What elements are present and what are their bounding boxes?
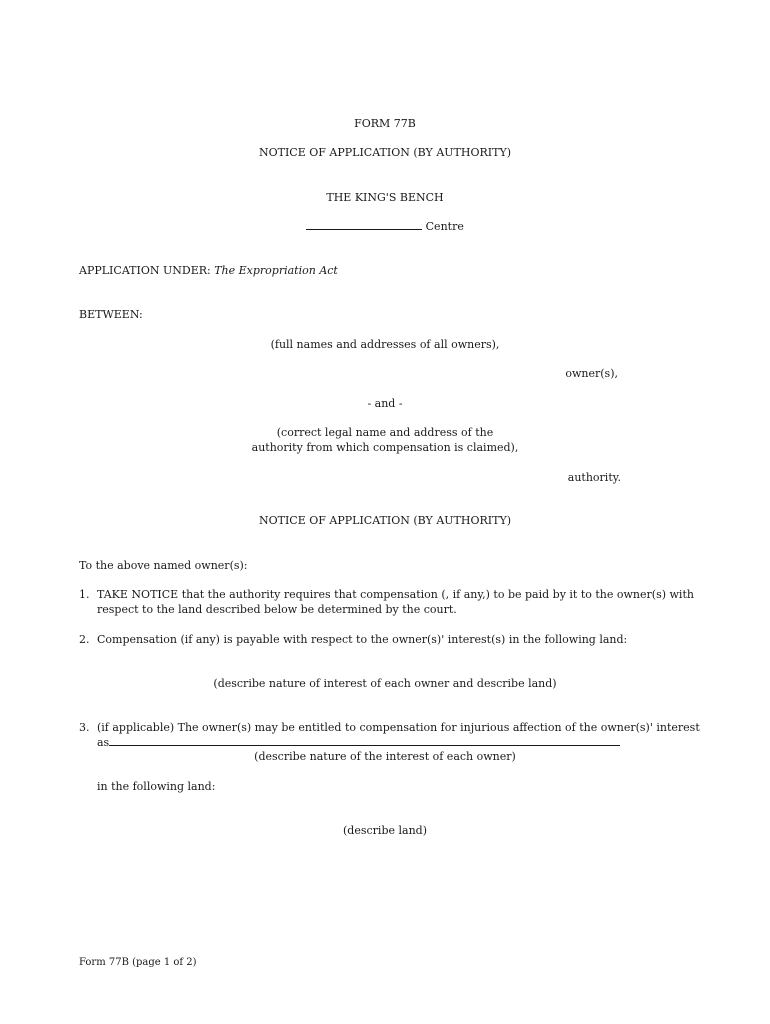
owners-placeholder: (full names and addresses of all owners),	[270, 338, 500, 351]
item-3-interest-placeholder: (describe nature of the interest of each owner)	[254, 750, 516, 763]
authority-placeholder-line1: (correct legal name and address of the	[276, 426, 494, 439]
application-act: The Expropriation Act	[214, 264, 338, 277]
court-name: THE KING'S BENCH	[326, 191, 444, 204]
item-1-line2: respect to the land described below be determined by the court.	[97, 603, 457, 616]
form-number: FORM 77B	[354, 117, 416, 130]
item-1	[79, 588, 694, 602]
centre-line	[0, 220, 770, 234]
item-3-land-placeholder: (describe land)	[343, 824, 427, 837]
and-separator: - and -	[367, 397, 403, 410]
item-3-as: as	[97, 736, 110, 749]
item-3-number: 3.	[79, 721, 90, 734]
item-2-placeholder: (describe nature of interest of each owner and describe land)	[213, 677, 557, 690]
salutation: To the above named owner(s):	[79, 559, 248, 572]
item-2	[79, 633, 627, 647]
centre-label: Centre	[425, 220, 464, 233]
centre-blank[interactable]	[306, 229, 422, 230]
form-title: NOTICE OF APPLICATION (BY AUTHORITY)	[258, 146, 511, 159]
application-under-label: APPLICATION UNDER:	[79, 264, 211, 277]
authority-role: authority.	[567, 471, 621, 484]
application-under	[79, 264, 338, 278]
item-3	[79, 721, 700, 735]
item-1-number: 1.	[79, 588, 90, 601]
owners-role: owner(s),	[565, 367, 618, 380]
item-3-line1: (if applicable) The owner(s) may be entitled to compensation for injurious affection of the owner(s)' interest	[97, 721, 700, 734]
between-label: BETWEEN:	[79, 308, 143, 321]
item-1-line1: TAKE NOTICE that the authority requires that compensation (, if any,) to be paid by it to the owner(s) with	[97, 588, 694, 601]
notice-heading: NOTICE OF APPLICATION (BY AUTHORITY)	[258, 514, 511, 527]
interest-blank[interactable]	[109, 745, 620, 746]
item-2-line1: Compensation (if any) is payable with respect to the owner(s)' interest(s) in the following land:	[97, 633, 628, 646]
item-2-number: 2.	[79, 633, 90, 646]
authority-placeholder-line2: authority from which compensation is claimed),	[251, 441, 519, 454]
item-3-line3: in the following land:	[97, 780, 216, 793]
item-3-line2	[97, 736, 620, 750]
page-footer: Form 77B (page 1 of 2)	[79, 957, 197, 968]
